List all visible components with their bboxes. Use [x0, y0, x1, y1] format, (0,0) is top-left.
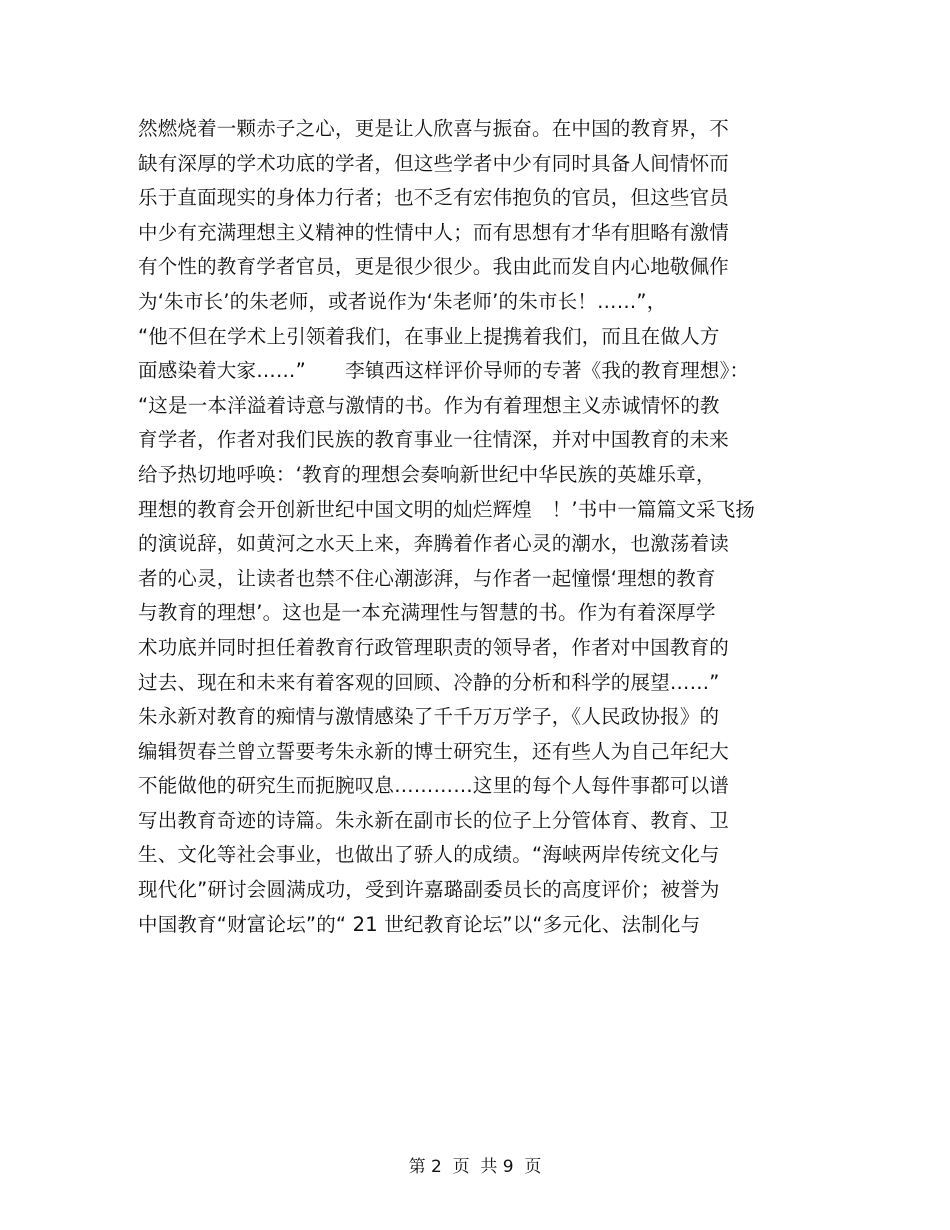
text-line: 缺有深厚的学术功底的学者，但这些学者中少有同时具备人间情怀而 [138, 151, 730, 175]
text-line: 与教育的理想’。这也是一本充满理性与智慧的书。作为有着深厚学 [138, 601, 716, 625]
text-line: 面感染着大家……” 李镇西这样评价导师的专著《我的教育理想》： [138, 359, 750, 383]
text-line: 生、文化等社会事业，也做出了骄人的成绩。“海峡两岸传统文化与 [138, 843, 720, 867]
page-footer: 第 2 页 共 9 页 [408, 1157, 542, 1177]
text-line: 为‘朱市长’的朱老师，或者说作为‘朱老师’的朱市长！……”， [138, 289, 667, 313]
text-line: 写出教育奇迹的诗篇。朱永新在副市长的位子上分管体育、教育、卫 [138, 808, 730, 832]
text-line: “这是一本洋溢着诗意与激情的书。作为有着理想主义赤诚情怀的教 [138, 393, 720, 417]
text-line: 中国教育“财富论坛”的“ 21 世纪教育论坛”以“多元化、法制化与 [138, 912, 701, 936]
text-line: 现代化”研讨会圆满成功，受到许嘉璐副委员长的高度评价；被誉为 [138, 878, 720, 902]
text-line: 给予热切地呼唤：‘教育的理想会奏响新世纪中华民族的英雄乐章， [138, 462, 716, 486]
text-line: 者的心灵，让读者也禁不住心潮澎湃，与作者一起憧憬‘理想的教育 [138, 566, 716, 590]
text-line: 乐于直面现实的身体力行者；也不乏有宏伟抱负的官员，但这些官员 [138, 186, 730, 210]
text-line: 朱永新对教育的痴情与激情感染了千千万万学子，《人民政协报》的 [138, 705, 720, 729]
text-line: 不能做他的研究生而扼腕叹息…………这里的每个人每件事都可以谱 [138, 774, 730, 798]
text-line: 育学者，作者对我们民族的教育事业一往情深，并对中国教育的未来 [138, 428, 730, 452]
text-line: 过去、现在和未来有着客观的回顾、冷静的分析和科学的展望……” [138, 670, 720, 694]
text-line: 理想的教育会开创新世纪中国文明的灿烂辉煌 ！’书中一篇篇文采飞扬 [138, 497, 756, 521]
body-text [138, 112, 808, 942]
text-line: 中少有充满理想主义精神的性情中人；而有思想有才华有胆略有激情 [138, 220, 730, 244]
text-line: 有个性的教育学者官员，更是很少很少。我由此而发自内心地敬佩作 [138, 255, 730, 279]
text-line: 然燃烧着一颗赤子之心，更是让人欣喜与振奋。在中国的教育界，不 [138, 117, 730, 140]
text-line: 术功底并同时担任着教育行政管理职责的领导者，作者对中国教育的 [138, 635, 730, 659]
text-line: 编辑贺春兰曾立誓要考朱永新的博士研究生，还有些人为自己年纪大 [138, 739, 730, 763]
text-line: “他不但在学术上引领着我们，在事业上提携着我们，而且在做人方 [138, 324, 720, 348]
text-line: 的演说辞，如黄河之水天上来，奔腾着作者心灵的潮水，也激荡着读 [138, 532, 730, 556]
